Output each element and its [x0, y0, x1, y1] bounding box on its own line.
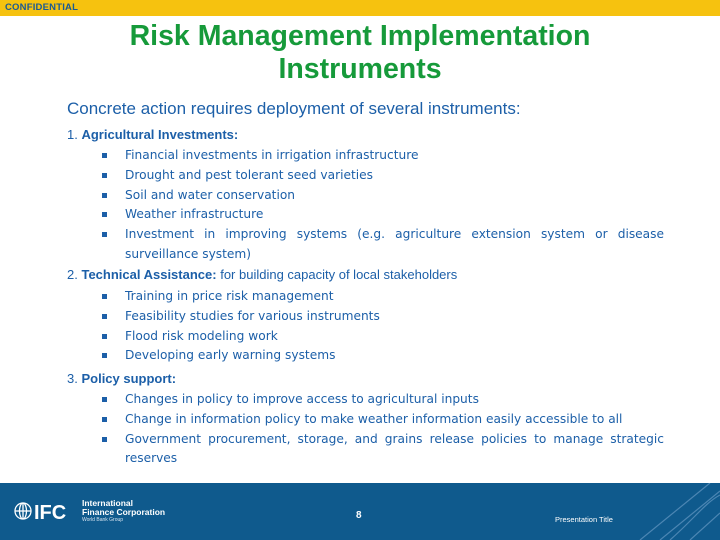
- list-item: Changes in policy to improve access to agricultural inputs: [102, 390, 664, 410]
- bullet-icon: [102, 212, 107, 217]
- bullet-list-2: [102, 287, 664, 366]
- section-title: Policy support:: [81, 371, 177, 386]
- confidential-bar: [0, 0, 720, 16]
- section-number: 2.: [67, 267, 78, 282]
- list-item: Soil and water conservation: [102, 186, 664, 206]
- bullet-icon: [102, 314, 107, 319]
- lead-text: Concrete action requires deployment of several instruments:: [67, 99, 521, 118]
- bullet-icon: [102, 417, 107, 422]
- bullet-list-1: [102, 146, 664, 265]
- page-number: 8: [356, 510, 362, 521]
- bullet-icon: [102, 294, 107, 299]
- slide-title-line-1: Risk Management Implementation: [129, 20, 591, 52]
- organization-name: [82, 499, 165, 524]
- org-line-3: World Bank Group: [82, 517, 124, 523]
- bullet-icon: [102, 437, 107, 442]
- section-suffix: for building capacity of local stakeholders: [220, 267, 458, 282]
- section-title: Agricultural Investments:: [81, 127, 239, 142]
- slide-title: [80, 20, 640, 86]
- list-item: Drought and pest tolerant seed varieties: [102, 166, 664, 186]
- section-heading-3: [67, 371, 176, 386]
- org-line-1: International: [82, 498, 134, 508]
- bullet-icon: [102, 334, 107, 339]
- bullet-list-3: [102, 390, 664, 469]
- slide-title-line-2: Instruments: [278, 53, 442, 85]
- presentation-title: Presentation Title: [555, 515, 613, 524]
- bullet-icon: [102, 193, 107, 198]
- section-heading-2: [67, 267, 457, 282]
- list-item: Financial investments in irrigation infrastructure: [102, 146, 664, 166]
- list-item: Change in information policy to make weather information easily accessible to all: [102, 410, 664, 430]
- org-line-2: Finance Corporation: [82, 507, 166, 517]
- bullet-icon: [102, 353, 107, 358]
- section-number: 3.: [67, 371, 78, 386]
- list-item: Government procurement, storage, and grains release policies to manage strategic reserves: [102, 430, 664, 470]
- ifc-logo: [12, 493, 76, 529]
- bullet-icon: [102, 153, 107, 158]
- bullet-icon: [102, 397, 107, 402]
- bullet-icon: [102, 173, 107, 178]
- list-item: Developing early warning systems: [102, 346, 664, 366]
- decorative-lines: [600, 483, 720, 540]
- logo-text: IFC: [34, 502, 67, 524]
- list-item: Investment in improving systems (e.g. agriculture extension system or disease surveillance system): [102, 225, 664, 265]
- list-item: Feasibility studies for various instruments: [102, 307, 664, 327]
- section-number: 1.: [67, 127, 78, 142]
- section-title: Technical Assistance:: [81, 267, 217, 282]
- bullet-icon: [102, 232, 107, 237]
- list-item: Training in price risk management: [102, 287, 664, 307]
- globe-icon: [15, 503, 31, 519]
- footer-bar: [0, 483, 720, 540]
- list-item: Weather infrastructure: [102, 205, 664, 225]
- list-item: Flood risk modeling work: [102, 327, 664, 347]
- section-heading-1: [67, 127, 238, 142]
- confidential-label: CONFIDENTIAL: [5, 2, 79, 13]
